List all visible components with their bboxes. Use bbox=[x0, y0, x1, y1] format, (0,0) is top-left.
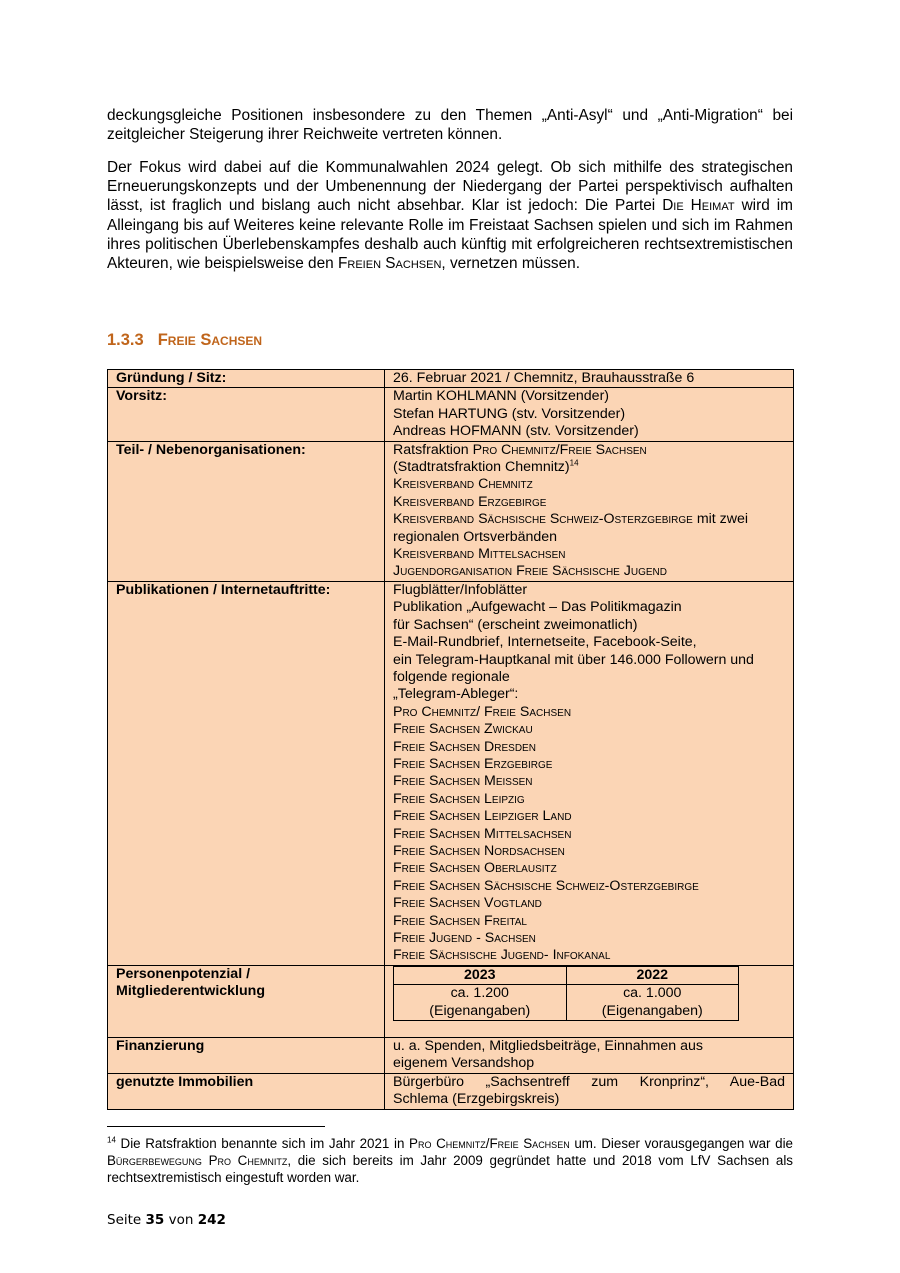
telegram-channel: Freie Sachsen Erzgebirge bbox=[393, 755, 553, 772]
suborg-ratsfraktion-name: Pro Chemnitz/Freie Sachsen bbox=[472, 441, 647, 458]
page-prefix: Seite bbox=[107, 1212, 142, 1228]
page-total: 242 bbox=[197, 1212, 226, 1228]
footnote-text-a: Die Ratsfraktion benannte sich im Jahr 2021 in bbox=[120, 1136, 405, 1151]
publication-line: „Telegram-Ableger“: bbox=[393, 686, 519, 703]
suborg-kv-ssoe-name: Kreisverband Sächsische Schweiz-Osterzgebirge bbox=[393, 511, 693, 528]
chair-line: Andreas HOFMANN (stv. Vorsitzender) bbox=[393, 423, 639, 440]
chair-line: Martin KOHLMANN (Vorsitzender) bbox=[393, 388, 610, 405]
members-source: (Eigenangaben) bbox=[601, 1002, 703, 1019]
party-name-die-heimat: Die Heimat bbox=[662, 197, 735, 215]
label-financing: Finanzierung bbox=[108, 1038, 385, 1074]
suborg-prefix: Ratsfraktion bbox=[393, 441, 469, 458]
chair-line: Stefan HARTUNG (stv. Vorsitzender) bbox=[393, 405, 626, 422]
suborg-kv-chemnitz: Kreisverband Chemnitz bbox=[393, 476, 533, 493]
value-founding: 26. Februar 2021 / Chemnitz, Brauhausstraße 6 bbox=[385, 370, 794, 388]
telegram-channel: Freie Sachsen Meissen bbox=[393, 773, 533, 790]
suborg-stadtratsfraktion bbox=[393, 459, 785, 476]
members-table bbox=[393, 966, 739, 1021]
telegram-channel: Freie Sachsen Zwickau bbox=[393, 721, 533, 738]
members-value-row bbox=[394, 985, 739, 1021]
property-line: Bürgerbüro „Sachsentreff zum Kronprinz“, Aue-Bad bbox=[393, 1073, 785, 1090]
telegram-channel: Freie Sächsische Jugend- Infokanal bbox=[393, 947, 611, 964]
financing-text: u. a. Spenden, Mitgliedsbeiträge, Einnahmen aus eigenem Versandshop bbox=[393, 1038, 703, 1072]
value-property bbox=[385, 1073, 794, 1109]
suborg-jugend: Jugendorganisation Freie Sächsische Jugend bbox=[393, 563, 667, 580]
label-chair: Vorsitz: bbox=[108, 388, 385, 441]
footnote-text-b: um. Dieser vorausgegangen war die bbox=[574, 1136, 793, 1151]
row-financing bbox=[108, 1038, 794, 1074]
footnote bbox=[107, 1135, 793, 1186]
members-value-2022 bbox=[566, 985, 739, 1021]
row-publications bbox=[108, 581, 794, 965]
suborg-stadtratsfraktion-text: (Stadtratsfraktion Chemnitz) bbox=[393, 459, 570, 476]
publication-line: Publikation „Aufgewacht – Das Politikmagazin für Sachsen“ (erscheint zweimonatlich) bbox=[393, 599, 682, 633]
members-header-row bbox=[394, 966, 739, 984]
label-founding: Gründung / Sitz: bbox=[108, 370, 385, 388]
value-suborgs bbox=[385, 441, 794, 581]
value-publications bbox=[385, 581, 794, 965]
footnote-separator bbox=[107, 1126, 325, 1127]
factsheet-table bbox=[107, 369, 794, 1110]
publication-line: Flugblätter/Infoblätter bbox=[393, 581, 528, 598]
publication-line: E-Mail-Rundbrief, Internetseite, Facebook-Seite, bbox=[393, 634, 697, 651]
telegram-channel: Freie Sachsen Vogtland bbox=[393, 895, 542, 912]
telegram-channel: Freie Sachsen Freital bbox=[393, 912, 527, 929]
row-chair bbox=[108, 388, 794, 441]
telegram-channel: Freie Sachsen Oberlausitz bbox=[393, 860, 557, 877]
paragraph-focus bbox=[107, 158, 793, 273]
label-suborgs: Teil- / Nebenorganisationen: bbox=[108, 441, 385, 581]
section-title: Freie Sachsen bbox=[157, 331, 263, 349]
members-count: ca. 1.200 bbox=[450, 985, 509, 1002]
footnote-text-c: , die sich bereits im Jahr 2009 gegründet hatte und 2018 vom LfV Sachsen als rechtsextremistisch eingestuft worden war. bbox=[107, 1153, 793, 1185]
org-name-freie-sachsen: Freien Sachsen bbox=[338, 255, 442, 273]
telegram-channel: Freie Sachsen Mittelsachsen bbox=[393, 825, 572, 842]
label-property: genutzte Immobilien bbox=[108, 1073, 385, 1109]
suborg-kv-mittelsachsen: Kreisverband Mittelsachsen bbox=[393, 546, 566, 563]
members-count: ca. 1.000 bbox=[623, 985, 682, 1002]
paragraph-focus-b: wird im Alleingang bis auf Weiteres keine relevante Rolle im Freistaat Sachsen spielen und sich im Rahmen ihres politischen Überlebenskampfes deshalb auch künftig mit erfolgreicheren rechtsextremistischen Akteuren, wie beispielsweise den bbox=[107, 197, 793, 273]
footnote-org-2: Bürgerbewegung Pro Chemnitz bbox=[107, 1153, 288, 1168]
publication-line: ein Telegram-Hauptkanal mit über 146.000 Followern und folgende regionale bbox=[393, 651, 754, 685]
row-property bbox=[108, 1073, 794, 1109]
telegram-channel: Freie Jugend - Sachsen bbox=[393, 930, 536, 946]
members-year: 2022 bbox=[566, 966, 739, 984]
value-members bbox=[385, 965, 794, 1037]
footnote-org-1: Pro Chemnitz/Freie Sachsen bbox=[409, 1136, 570, 1151]
footnote-number: 14 bbox=[107, 1135, 116, 1145]
section-number: 1.3.3 bbox=[107, 331, 144, 349]
paragraph-intro: deckungsgleiche Positionen insbesondere zu den Themen „Anti-Asyl“ und „Anti-Migration“ bei zeitgleicher Steigerung ihrer Reichweite vertreten können. bbox=[107, 107, 793, 144]
telegram-channel: Freie Sachsen Dresden bbox=[393, 738, 536, 755]
members-value-2023 bbox=[394, 985, 567, 1021]
value-financing bbox=[385, 1038, 794, 1074]
paragraph-focus-c: , vernetzen müssen. bbox=[441, 255, 580, 273]
property-line: Schlema (Erzgebirgskreis) bbox=[393, 1091, 560, 1108]
label-members: Personenpotenzial / Mitgliederentwicklung bbox=[108, 965, 385, 1037]
paragraph-focus-a: Der Fokus wird dabei auf die Kommunalwahlen 2024 gelegt. Ob sich mithilfe des strategischen Erneuerungskonzepts und der Umbenennung der Niedergang der Partei perspektivisch aufhalten lässt, ist fraglich und bislang auch nicht absehbar. Klar ist jedoch: Die Partei bbox=[107, 159, 793, 215]
telegram-channel: Freie Sachsen Nordsachsen bbox=[393, 842, 565, 859]
page-sep: von bbox=[168, 1212, 194, 1228]
suborg-ratsfraktion bbox=[393, 442, 785, 459]
label-publications: Publikationen / Internetauftritte: bbox=[108, 581, 385, 965]
telegram-channel: Freie Sachsen Leipzig bbox=[393, 790, 525, 807]
section-heading bbox=[107, 331, 262, 350]
suborg-kv-erzgebirge: Kreisverband Erzgebirge bbox=[393, 493, 547, 510]
members-year: 2023 bbox=[394, 966, 567, 984]
row-founding bbox=[108, 370, 794, 388]
row-suborgs bbox=[108, 441, 794, 581]
page-current: 35 bbox=[145, 1212, 165, 1228]
suborg-kv-ssoe bbox=[393, 511, 785, 546]
value-chair bbox=[385, 388, 794, 441]
telegram-channel: Freie Sachsen Leipziger Land bbox=[393, 808, 572, 825]
telegram-channel: Pro Chemnitz/ Freie Sachsen bbox=[393, 703, 572, 720]
suborg-kv-ssoe-suffix: mit zwei regionalen Ortsverbänden bbox=[393, 511, 749, 545]
members-source: (Eigenangaben) bbox=[429, 1002, 531, 1019]
page-number bbox=[107, 1212, 226, 1228]
row-members bbox=[108, 965, 794, 1037]
telegram-channel: Freie Sachsen Sächsische Schweiz-Osterzgebirge bbox=[393, 877, 699, 894]
footnote-ref[interactable]: 14 bbox=[569, 458, 579, 468]
